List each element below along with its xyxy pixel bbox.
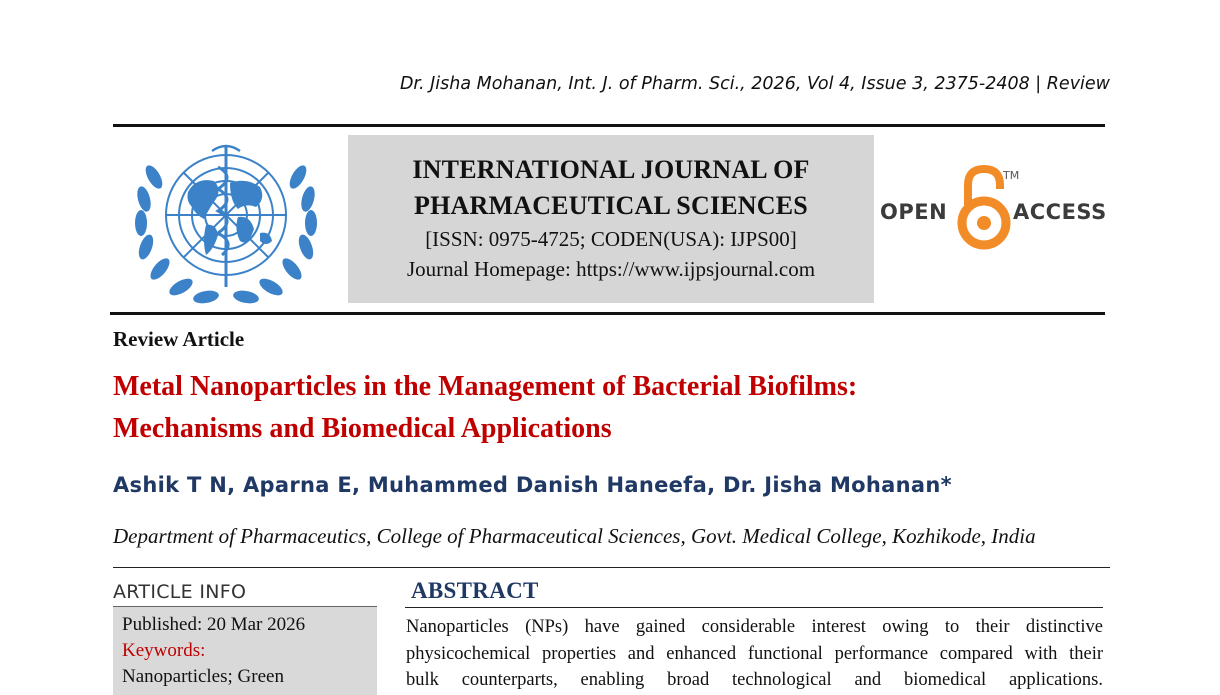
header-rule-top	[113, 124, 1105, 127]
abstract-heading: ABSTRACT	[411, 578, 539, 603]
journal-title-line2: PHARMACEUTICAL SCIENCES	[414, 191, 808, 220]
affiliation-rule	[113, 567, 1110, 568]
journal-title-line1: INTERNATIONAL JOURNAL OF	[412, 155, 810, 184]
author-list: Ashik T N, Aparna E, Muhammed Danish Haneefa, Dr. Jisha Mohanan*	[113, 473, 952, 497]
keywords-label: Keywords:	[122, 640, 206, 661]
open-access-word-open: OPEN	[880, 200, 948, 224]
running-header-citation: Dr. Jisha Mohanan, Int. J. of Pharm. Sci., 2026, Vol 4, Issue 3, 2375-2408 | Review	[399, 74, 1110, 94]
open-access-word-access: ACCESS	[1013, 200, 1107, 224]
open-access-logo	[880, 165, 1110, 250]
journal-masthead	[348, 135, 874, 303]
journal-homepage: Journal Homepage: https://www.ijpsjournal.com	[406, 257, 816, 281]
abstract-line: bulk counterparts, enabling broad technological and biomedical applications.	[406, 670, 1103, 690]
un-emblem-icon	[126, 137, 326, 305]
author-affiliation: Department of Pharmaceutics, College of Pharmaceutical Sciences, Govt. Medical College, Kozhikode, India	[113, 524, 1036, 548]
keywords-list: Nanoparticles; Green	[122, 666, 284, 687]
abstract-line: Nanoparticles (NPs) have gained considerable interest owing to their distinctive	[406, 617, 1103, 637]
article-title-line1: Metal Nanoparticles in the Management of Bacterial Biofilms:	[113, 371, 858, 402]
open-access-trademark: TM	[1003, 169, 1020, 182]
header-rule-bottom	[110, 312, 1105, 315]
published-date: Published: 20 Mar 2026	[122, 614, 306, 635]
article-title-line2: Mechanisms and Biomedical Applications	[113, 413, 612, 444]
article-type: Review Article	[113, 327, 245, 351]
abstract-body	[406, 614, 1103, 694]
article-title	[113, 366, 1113, 450]
article-info-heading: ARTICLE INFO	[113, 581, 247, 603]
abstract-line: physicochemical properties and enhanced functional performance compared with their	[406, 643, 1103, 664]
article-info-box	[113, 606, 377, 695]
abstract-rule	[405, 607, 1103, 608]
journal-issn: [ISSN: 0975-4725; CODEN(USA): IJPS00]	[425, 227, 797, 251]
